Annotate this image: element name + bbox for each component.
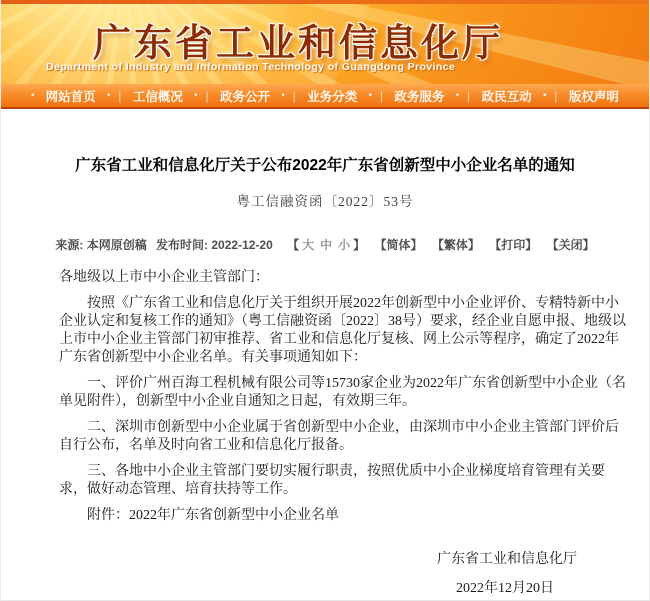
nav-separator — [456, 89, 470, 103]
main-nav — [1, 84, 649, 109]
nav-item-copyright[interactable]: 版权声明 — [568, 89, 619, 104]
nav-item-overview[interactable]: 工信概况 — [132, 89, 183, 104]
nav-item-home[interactable]: 网站首页 — [45, 89, 96, 104]
simplified-chinese-button[interactable]: 【简体】 — [374, 238, 423, 253]
nav-separator — [194, 89, 208, 103]
nav-bullet-icon: • — [543, 90, 547, 100]
site-subtitle-en: Department of Industry and Information Technology of Guangdong Province — [46, 61, 456, 73]
nav-separator — [281, 89, 295, 103]
nav-bullet-icon: • — [31, 90, 35, 100]
site-title: 广东省工业和信息化厅 — [93, 23, 504, 65]
traditional-chinese-button[interactable]: 【繁体】 — [431, 238, 480, 253]
font-size-large-button[interactable]: 大 — [302, 238, 315, 253]
print-button[interactable]: 【打印】 — [489, 238, 538, 253]
site-banner — [1, 0, 649, 84]
nav-bullet-icon: • — [455, 90, 460, 100]
nav-item-services[interactable]: 政务服务 — [394, 89, 445, 104]
meta-publish-time: 发布时间: 2022-12-20 — [156, 238, 273, 253]
nav-item-interaction[interactable]: 政民互动 — [481, 89, 532, 104]
nav-pipe: | — [554, 88, 558, 103]
nav-item-gov-affairs[interactable]: 政务公开 — [220, 89, 271, 104]
nav-item-business[interactable]: 业务分类 — [307, 89, 358, 104]
paragraph-item-1: 一、评价广州百海工程机械有限公司等15730家企业为2022年广东省创新型中小企业（名单见附件），创新型中小企业自通知之日起，有效期三年。 — [59, 376, 626, 410]
paragraph-item-2: 二、深圳市创新型中小企业属于省创新型中小企业，由深圳市中小企业主管部门评价后自行公布，名单及时向省工业和信息化厅报备。 — [59, 420, 619, 454]
meta-source: 来源: 本网原创稿 — [55, 238, 147, 253]
salutation: 各地级以上市中小企业主管部门： — [59, 270, 269, 286]
attachment-line: 附件：2022年广东省创新型中小企业名单 — [87, 508, 339, 524]
article-title: 广东省工业和信息化厅关于公布2022年广东省创新型中小企业名单的通知 — [75, 157, 575, 174]
article-body — [1, 269, 649, 598]
doc-number: 粤工信融资函〔2022〕53号 — [236, 194, 414, 210]
banner-top-strip — [1, 0, 649, 4]
nav-pipe: | — [292, 88, 296, 103]
nav-separator — [543, 89, 557, 103]
nav-pipe: | — [467, 88, 471, 103]
signature-name: 广东省工业和信息化厅 — [437, 552, 577, 568]
signature-date: 2022年12月20日 — [456, 581, 554, 597]
font-size-medium-button[interactable]: 中 — [320, 238, 333, 253]
nav-separator — [369, 89, 383, 103]
nav-separator — [107, 89, 121, 103]
article-meta-bar — [1, 236, 649, 253]
nav-bullet-icon: • — [194, 90, 198, 100]
close-button[interactable]: 【关闭】 — [546, 238, 595, 253]
nav-pipe: | — [118, 88, 122, 103]
article — [1, 155, 649, 598]
paragraph-item-3: 三、各地中小企业主管部门要切实履行职责，按照优质中小企业梯度培育管理有关要求，做好动态管理、培育扶持等工作。 — [59, 464, 605, 498]
nav-pipe: | — [205, 88, 209, 103]
paragraph-intro: 按照《广东省工业和信息化厅关于组织开展2022年创新型中小企业评价、专精特新中小企业认定和复核工作的通知》（粤工信融资函〔2022〕38号）要求，经企业自愿申报、地级以上市中小企业主管部门初审推荐、省工业和信息化厅复核、网上公示等程序，确定了2022年广东省创新型中小企业名单。有关事项通知如下： — [59, 296, 626, 366]
nav-bullet-icon: • — [107, 90, 111, 100]
bracket-open: 【 — [287, 238, 300, 253]
nav-pipe: | — [379, 88, 383, 103]
font-size-small-button[interactable]: 小 — [338, 238, 351, 253]
signature-block — [59, 551, 627, 598]
font-size-control — [287, 238, 365, 252]
bracket-close: 】 — [353, 238, 366, 253]
nav-bullet-icon: • — [368, 90, 372, 100]
nav-bullet-icon: • — [281, 90, 285, 100]
